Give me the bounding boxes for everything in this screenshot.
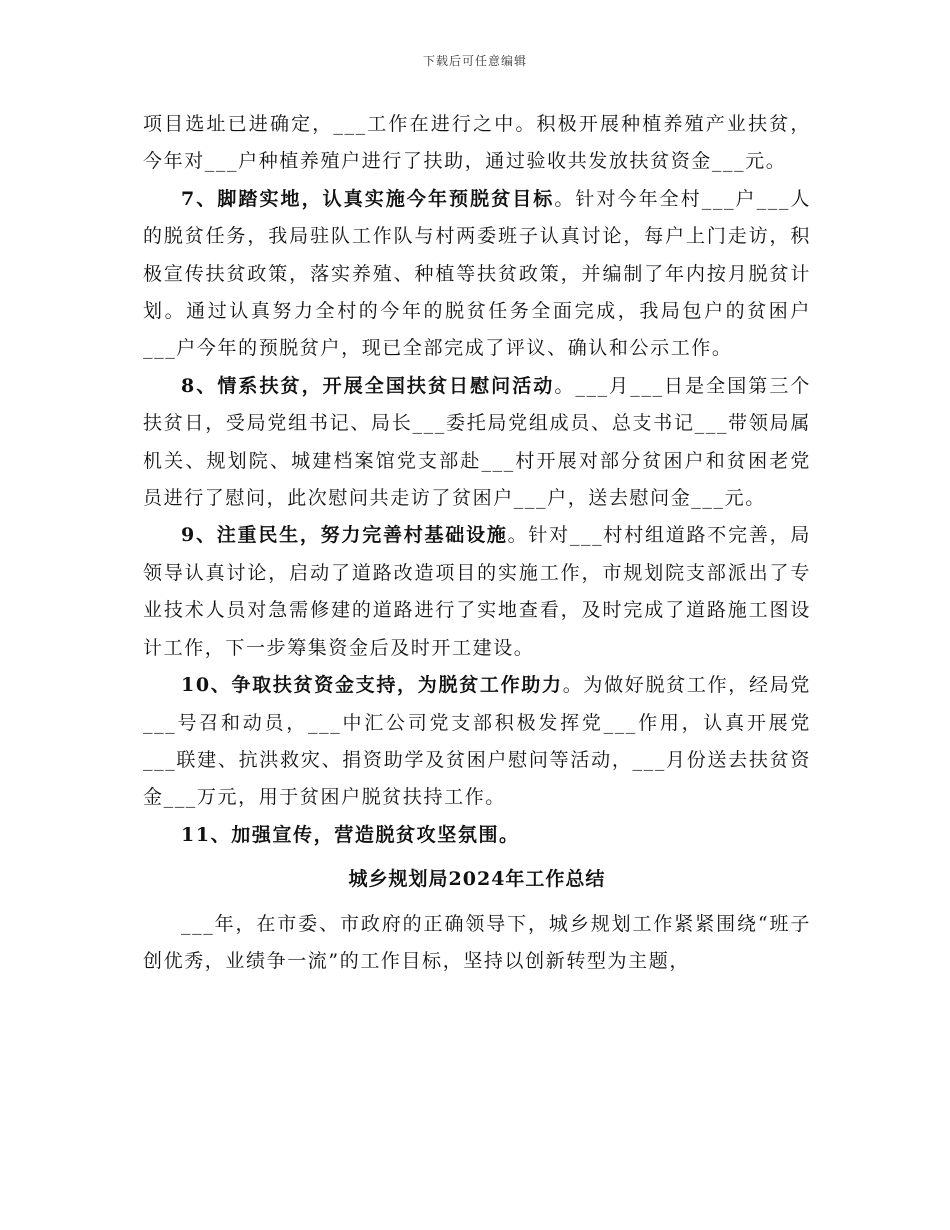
paragraph-item-11 [143, 817, 811, 854]
paragraph-heading: 9、注重民生，努力完善村基础设施 [181, 524, 508, 547]
paragraph-text: 。针对___村村组道路不完善，局领导认真讨论，启动了道路改造项目的实施工作，市规划院支部派出了专业技术人员对急需修建的道路进行了实地查看，及时完成了道路施工图设计工作，下一步筹集资金后及时开工建设。 [143, 524, 811, 659]
paragraph-heading: 10、争取扶贫资金支持，为脱贫工作助力 [181, 674, 563, 697]
paragraph-text: 项目选址已进确定，___工作在进行之中。积极开展种植养殖产业扶贫，今年对___户种植养殖户进行了扶助，通过验收共发放扶贫资金___元。 [143, 113, 811, 173]
paragraph-item-9 [143, 517, 811, 667]
paragraph-text: 。___月___日是全国第三个扶贫日，受局党组书记、局长___委托局党组成员、总支书记___带领局属机关、规划院、城建档案馆党支部赴___村开展对部分贫困户和贫困老党员进行了慰问，此次慰问共走访了贫困户___户，送去慰问金___元。 [143, 374, 811, 510]
paragraph-item-7 [143, 181, 811, 368]
paragraph-continuation [143, 106, 811, 181]
document-body [143, 106, 811, 980]
paragraph-item-10 [143, 667, 811, 817]
paragraph-heading: 8、情系扶贫，开展全国扶贫日慰问活动 [181, 374, 555, 397]
paragraph-heading: 7、脚踏实地，认真实施今年预脱贫目标 [181, 187, 555, 210]
closing-paragraph: ___年，在市委、市政府的正确领导下，城乡规划工作紧紧围绕“班子创优秀，业绩争一流”的工作目标，坚持以创新转型为主题， [143, 912, 811, 972]
paragraph-text: 。为做好脱贫工作，经局党___号召和动员，___中汇公司党支部积极发挥党___作用，认真开展党___联建、抗洪救灾、捐资助学及贫困户慰问等活动，___月份送去扶贫资金___万元，用于贫困户脱贫扶持工作。 [143, 674, 812, 809]
section-title: 城乡规划局2024年工作总结 [348, 868, 606, 891]
paragraph-text: 。针对今年全村___户___人的脱贫任务，我局驻队工作队与村两委班子认真讨论，每户上门走访，积极宣传扶贫政策，落实养殖、种植等扶贫政策，并编制了年内按月脱贫计划。通过认真努力全村的今年的脱贫任务全面完成，我局包户的贫困户___户今年的预脱贫户，现已全部完成了评议、确认和公示工作。 [143, 187, 811, 360]
paragraph-item-8 [143, 368, 811, 518]
page-header: 下载后可任意编辑 [422, 54, 527, 68]
paragraph-heading: 11、加强宣传，营造脱贫攻坚氛围。 [181, 823, 520, 846]
